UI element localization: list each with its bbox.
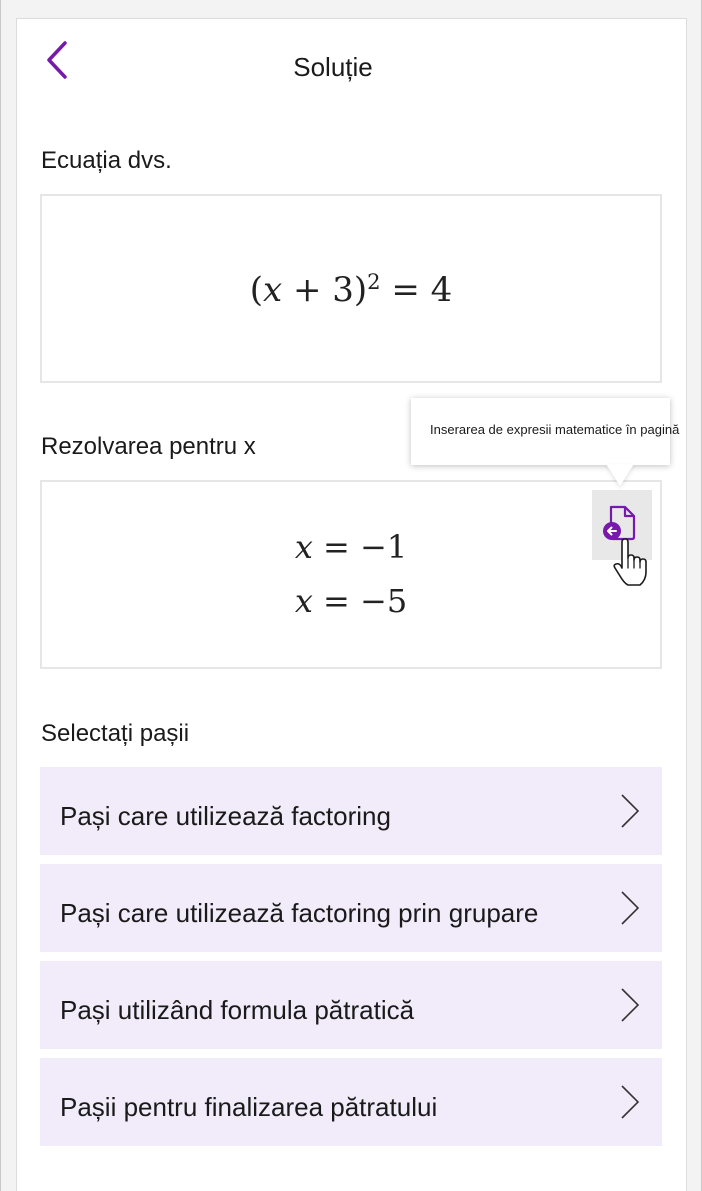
chevron-right-icon [618, 1084, 642, 1120]
equation-label: Ecuația dvs. [41, 147, 172, 174]
solution-line: x = −1 [294, 528, 408, 566]
step-factoring[interactable] [40, 767, 662, 855]
equation-box [40, 194, 662, 383]
chevron-right-icon [618, 793, 642, 829]
equation-expression: $(x + 3)^2 = 4$ [249, 269, 453, 310]
chevron-right-icon [618, 890, 642, 926]
page-title: Soluție [293, 52, 373, 82]
solution-line: x = −5 [294, 582, 408, 620]
step-complete-square[interactable] [40, 1058, 662, 1146]
insert-tooltip: Inserarea de expresii matematice în pagină [411, 398, 670, 465]
tooltip-arrow [606, 464, 634, 486]
step-label: Pași care utilizează factoring [60, 801, 391, 831]
steps-label: Selectați pașii [41, 720, 190, 747]
step-quadratic-formula[interactable] [40, 961, 662, 1049]
step-label: Pașii pentru finalizarea pătratului [60, 1092, 438, 1122]
solution-label: Rezolvarea pentru x [41, 433, 256, 460]
chevron-right-icon [618, 987, 642, 1023]
step-factoring-grouping[interactable] [40, 864, 662, 952]
step-label: Pași care utilizează factoring prin grupare [60, 898, 539, 928]
solution-box [40, 480, 662, 669]
hand-pointer-icon [612, 538, 652, 588]
step-label: Pași utilizând formula pătratică [60, 995, 415, 1025]
